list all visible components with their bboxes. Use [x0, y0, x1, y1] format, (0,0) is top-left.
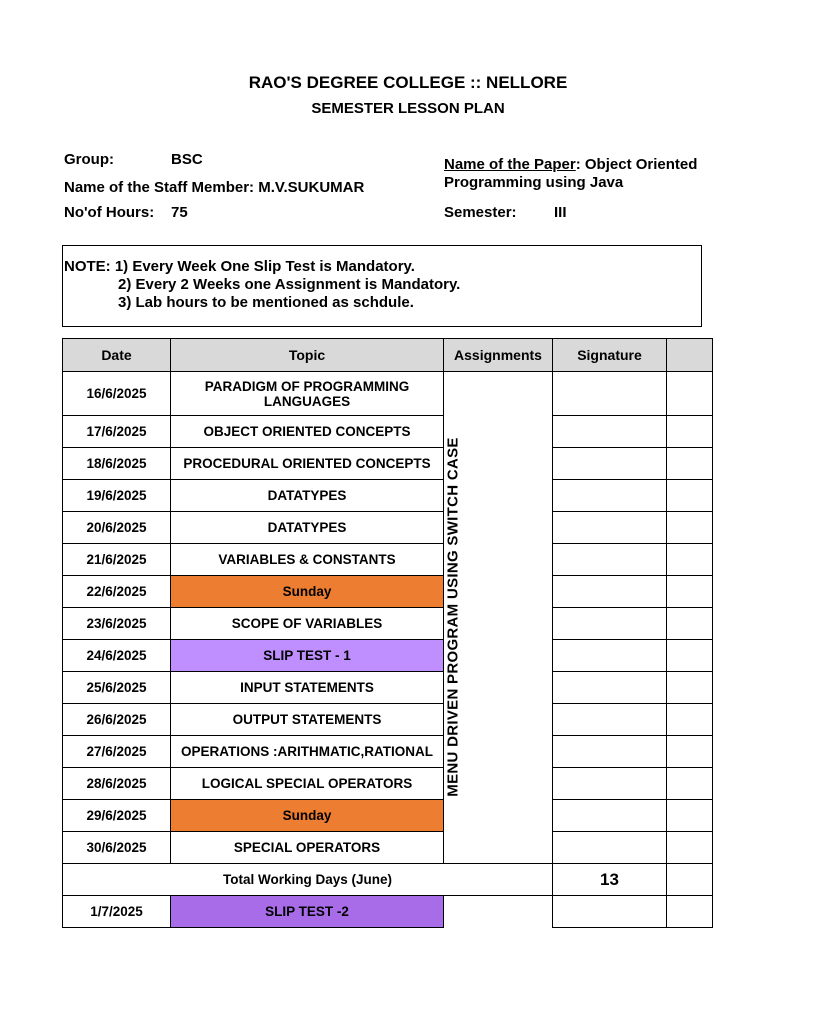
row-date: 30/6/2025 [63, 832, 171, 864]
header-topic: Topic [171, 339, 444, 372]
row-assignment [444, 896, 553, 928]
table-row [63, 480, 713, 512]
table-row [63, 448, 713, 480]
semester-label: Semester: [444, 204, 517, 221]
row-signature [553, 768, 667, 800]
hours-value: 75 [171, 204, 188, 221]
row-extra [667, 576, 713, 608]
row-signature [553, 416, 667, 448]
row-extra [667, 800, 713, 832]
row-topic: Sunday [171, 800, 444, 832]
row-topic: VARIABLES & CONSTANTS [171, 544, 444, 576]
row-date: 27/6/2025 [63, 736, 171, 768]
row-topic: OUTPUT STATEMENTS [171, 704, 444, 736]
row-signature [553, 800, 667, 832]
table-row [63, 704, 713, 736]
row-topic: Sunday [171, 576, 444, 608]
row-signature [553, 576, 667, 608]
row-extra [667, 704, 713, 736]
header-signature: Signature [553, 339, 667, 372]
group-label: Group: [64, 151, 114, 168]
row-date: 1/7/2025 [63, 896, 171, 928]
total-extra [667, 864, 713, 896]
row-topic: OPERATIONS :ARITHMATIC,RATIONAL [171, 736, 444, 768]
table-row [63, 832, 713, 864]
row-date: 18/6/2025 [63, 448, 171, 480]
header-date: Date [63, 339, 171, 372]
note-line-3: 3) Lab hours to be mentioned as schdule. [118, 294, 414, 311]
row-extra [667, 896, 713, 928]
total-row [63, 864, 713, 896]
paper-value-line2: Programming using Java [444, 174, 624, 191]
row-signature [553, 640, 667, 672]
header-assignments: Assignments [444, 339, 553, 372]
paper-value: : Object Oriented [575, 156, 698, 173]
note-line-1: NOTE: 1) Every Week One Slip Test is Mandatory. [64, 258, 415, 275]
row-date: 17/6/2025 [63, 416, 171, 448]
row-date: 19/6/2025 [63, 480, 171, 512]
table-body [63, 372, 713, 928]
semester-value: III [554, 204, 567, 221]
row-date: 20/6/2025 [63, 512, 171, 544]
row-extra [667, 512, 713, 544]
row-date: 29/6/2025 [63, 800, 171, 832]
table-row [63, 512, 713, 544]
lesson-plan-table [62, 338, 713, 928]
row-topic: PROCEDURAL ORIENTED CONCEPTS [171, 448, 444, 480]
table-row [63, 768, 713, 800]
row-topic: DATATYPES [171, 512, 444, 544]
hours-label: No'of Hours: [64, 204, 155, 221]
row-signature [553, 832, 667, 864]
paper-name [444, 156, 697, 173]
row-signature [553, 372, 667, 416]
row-date: 26/6/2025 [63, 704, 171, 736]
table-row [63, 736, 713, 768]
row-signature [553, 512, 667, 544]
paper-label: Name of the Paper [444, 156, 576, 173]
row-extra [667, 768, 713, 800]
row-signature [553, 480, 667, 512]
row-topic: SLIP TEST -2 [171, 896, 444, 928]
row-signature [553, 672, 667, 704]
row-extra [667, 736, 713, 768]
table-row [63, 608, 713, 640]
note-box [62, 245, 702, 327]
row-topic: SPECIAL OPERATORS [171, 832, 444, 864]
row-extra [667, 480, 713, 512]
row-extra [667, 608, 713, 640]
row-date: 24/6/2025 [63, 640, 171, 672]
row-date: 22/6/2025 [63, 576, 171, 608]
table-row [63, 416, 713, 448]
note-line-2: 2) Every 2 Weeks one Assignment is Mandatory. [118, 276, 461, 293]
staff-name: Name of the Staff Member: M.V.SUKUMAR [64, 179, 365, 196]
assignment-vertical-text: MENU DRIVEN PROGRAM USING SWITCH CASE [444, 437, 462, 797]
table-row [63, 640, 713, 672]
group-value: BSC [171, 151, 203, 168]
table-row [63, 576, 713, 608]
row-signature [553, 736, 667, 768]
row-signature [553, 448, 667, 480]
row-date: 23/6/2025 [63, 608, 171, 640]
row-date: 28/6/2025 [63, 768, 171, 800]
table-row [63, 372, 713, 416]
table-row [63, 896, 713, 928]
row-topic: LOGICAL SPECIAL OPERATORS [171, 768, 444, 800]
row-signature [553, 896, 667, 928]
row-extra [667, 544, 713, 576]
row-extra [667, 372, 713, 416]
total-value: 13 [553, 864, 667, 896]
row-extra [667, 672, 713, 704]
row-signature [553, 704, 667, 736]
total-label: Total Working Days (June) [63, 864, 553, 896]
table-row [63, 544, 713, 576]
row-topic: INPUT STATEMENTS [171, 672, 444, 704]
row-topic: OBJECT ORIENTED CONCEPTS [171, 416, 444, 448]
row-date: 21/6/2025 [63, 544, 171, 576]
row-topic: DATATYPES [171, 480, 444, 512]
plan-subtitle: SEMESTER LESSON PLAN [311, 100, 505, 117]
row-signature [553, 544, 667, 576]
row-extra [667, 416, 713, 448]
row-date: 16/6/2025 [63, 372, 171, 416]
table-row [63, 672, 713, 704]
header-extra [667, 339, 713, 372]
row-topic: PARADIGM OF PROGRAMMING LANGUAGES [171, 372, 444, 416]
row-extra [667, 832, 713, 864]
row-topic: SCOPE OF VARIABLES [171, 608, 444, 640]
row-signature [553, 608, 667, 640]
row-topic: SLIP TEST - 1 [171, 640, 444, 672]
college-title: RAO'S DEGREE COLLEGE :: NELLORE [248, 73, 568, 92]
table-row [63, 800, 713, 832]
row-extra [667, 448, 713, 480]
row-extra [667, 640, 713, 672]
row-date: 25/6/2025 [63, 672, 171, 704]
